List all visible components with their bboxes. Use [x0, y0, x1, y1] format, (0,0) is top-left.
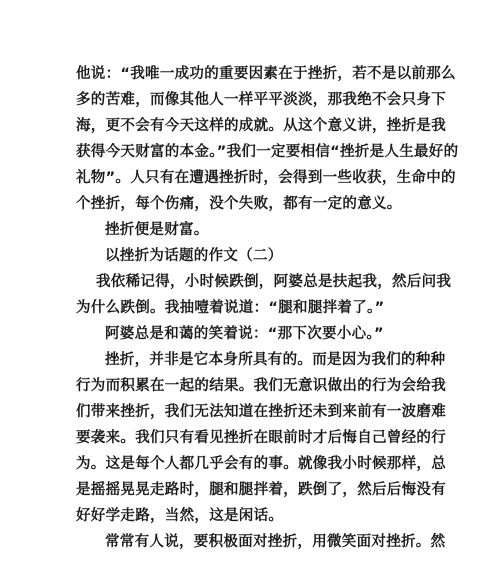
- text-line: 好好学走路，当然，这是闲话。: [76, 508, 284, 524]
- text-line: 多的苦难，而像其他人一样平平淡淡，那我绝不会只身下: [76, 92, 446, 108]
- text-line: 行为而积累在一起的结果。我们无意识做出的行为会给我: [76, 378, 446, 394]
- article-body: [76, 61, 459, 555]
- text-line: 个挫折，每个伤痛，没个失败，都有一定的意义。: [76, 196, 402, 212]
- text-line: 阿婆总是和蔼的笑着说：“那下次要小心。”: [105, 326, 384, 342]
- text-line: 我依稀记得，小时候跌倒，阿婆总是扶起我，然后问我: [96, 274, 452, 290]
- text-line: 常常有人说，要积极面对挫折，用微笑面对挫折。然: [105, 534, 446, 550]
- text-line: 为什么跌倒。我抽噎着说道：“腿和腿拌着了。”: [76, 300, 385, 316]
- text-line: 他说：“我唯一成功的重要因素在于挫折，若不是以前那么: [76, 66, 456, 82]
- section-heading: 以挫折为话题的作文（二）: [105, 248, 283, 264]
- text-line: 礼物”。人只有在遭遇挫折时，会得到一些收获，生命中的: [76, 170, 456, 186]
- text-line: 海，更不会有今天这样的成就。从这个意义讲，挫折是我: [76, 118, 446, 134]
- text-line: 获得今天财富的本金。”我们一定要相信“挫折是人生最好的: [76, 144, 459, 160]
- text-line: 要袭来。我们只有看见挫折在眼前时才后悔自己曾经的行: [76, 430, 446, 446]
- text-line: 们带来挫折，我们无法知道在挫折还未到来前有一波磨难: [76, 404, 446, 420]
- text-line: 为。这是每个人都几乎会有的事。就像我小时候那样，总: [76, 456, 446, 472]
- text-line: 挫折便是财富。: [105, 222, 209, 238]
- text-line: 挫折，并非是它本身所具有的。而是因为我们的种种: [105, 352, 446, 368]
- text-line: 是摇摇晃晃走路时，腿和腿拌着，跌倒了，然后后悔没有: [76, 482, 446, 498]
